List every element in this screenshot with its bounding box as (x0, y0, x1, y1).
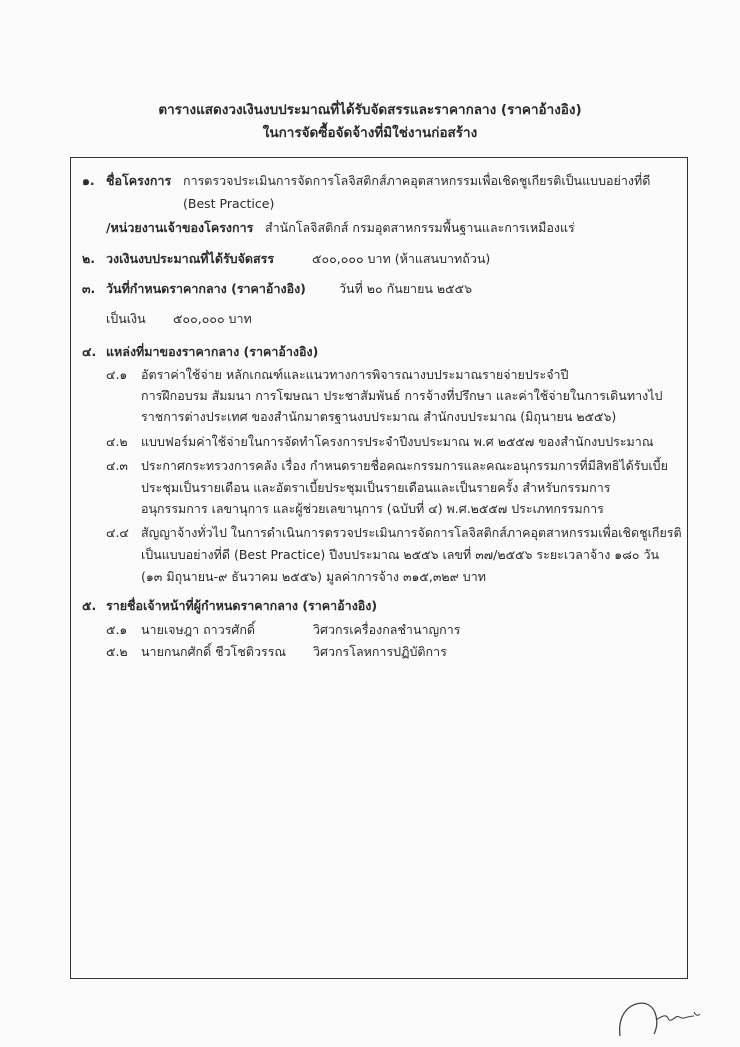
reference-amount-value: ๕๐๐,๐๐๐ บาท (173, 311, 252, 326)
source-item-line: อัตราค่าใช้จ่าย หลักเกณฑ์และแนวทางการพิจารณางบประมาณรายจ่ายประจำปี (141, 367, 569, 382)
section-3-number: ๓. (82, 281, 96, 296)
source-item-number: ๔.๑ (106, 367, 128, 382)
title-line-1: ตารางแสดงวงเงินงบประมาณที่ได้รับจัดสรรและราคากลาง (ราคาอ้างอิง) (158, 102, 582, 118)
section-4-number: ๔. (82, 344, 97, 359)
official-position: วิศวกรเครื่องกลชำนาญการ (313, 622, 461, 637)
reference-amount-label: เป็นเงิน (106, 311, 146, 326)
source-item-line: ประชุมเป็นรายเดือน และอัตราเบี้ยประชุมเป็นรายเดือนและเป็นรายครั้ง สำหรับกรรมการ (141, 480, 611, 495)
official-number: ๕.๑ (106, 622, 128, 637)
section-1-number: ๑. (82, 173, 95, 188)
signature-mark (606, 990, 726, 1040)
official-number: ๕.๒ (106, 644, 128, 659)
project-name-value: การตรวจประเมินการจัดการโลจิสติกส์ภาคอุตสาหกรรมเพื่อเชิดชูเกียรติเป็นแบบอย่างที่ดี (183, 173, 651, 188)
source-item-line: การฝึกอบรม สัมมนา การโฆษณา ประชาสัมพันธ์ การจ้างที่ปรึกษา และค่าใช้จ่ายในการเดินทางไป (141, 388, 663, 403)
section-2-number: ๒. (82, 251, 95, 266)
source-item-line: เป็นแบบอย่างที่ดี (Best Practice) ปีงบประมาณ ๒๕๕๖ เลขที่ ๓๗/๒๕๕๖ ระยะเวลาจ้าง ๑๘๐ วัน (141, 547, 660, 562)
title-line-2: ในการจัดซื้อจัดจ้างที่มิใช่งานก่อสร้าง (262, 125, 478, 141)
official-position: วิศวกรโลหการปฏิบัติการ (313, 644, 447, 659)
officials-label: รายชื่อเจ้าหน้าที่ผู้กำหนดราคากลาง (ราคาอ้างอิง) (106, 598, 378, 613)
source-item-line: สัญญาจ้างทั่วไป ในการดำเนินการตรวจประเมินการจัดการโลจิสติกส์ภาคอุตสาหกรรมเพื่อเชิดชูเกียรติ (141, 525, 682, 540)
official-name: นายกนกศักดิ์ ชีวโชติวรรณ (141, 644, 287, 659)
source-item-line: แบบฟอร์มค่าใช้จ่ายในการจัดทำโครงการประจำปีงบประมาณ พ.ศ ๒๕๕๗ ของสำนักงบประมาณ (141, 434, 654, 449)
owner-agency-value: สำนักโลจิสติกส์ กรมอุตสาหกรรมพื้นฐานและการเหมืองแร่ (265, 220, 575, 235)
source-item-number: ๔.๔ (106, 525, 129, 540)
official-name: นายเจษฎา ถาวรศักดิ์ (141, 622, 256, 637)
reference-source-label: แหล่งที่มาของราคากลาง (ราคาอ้างอิง) (106, 344, 319, 359)
reference-date-value: วันที่ ๒๐ กันยายน ๒๕๕๖ (339, 281, 473, 296)
project-name-value-cont: (Best Practice) (183, 196, 275, 211)
source-item-number: ๔.๒ (106, 434, 128, 449)
source-item-line: ประกาศกระทรวงการคลัง เรื่อง กำหนดรายชื่อคณะกรรมการและคณะอนุกรรมการที่มีสิทธิได้รับเบี้ย (141, 458, 668, 473)
section-5-number: ๕. (82, 598, 97, 613)
reference-date-label: วันที่กำหนดราคากลาง (ราคาอ้างอิง) (106, 281, 306, 296)
budget-amount: ๕๐๐,๐๐๐ บาท (ห้าแสนบาทถ้วน) (312, 251, 491, 266)
project-name-label: ชื่อโครงการ (106, 173, 172, 188)
source-item-number: ๔.๓ (106, 458, 128, 473)
source-item-line: (๑๓ มิถุนายน-๙ ธันวาคม ๒๕๕๖) มูลค่าการจ้าง ๓๑๕,๓๒๙ บาท (141, 569, 486, 584)
owner-agency-label: /หน่วยงานเจ้าของโครงการ (106, 220, 254, 235)
source-item-line: ราชการต่างประเทศ ของสำนักมาตรฐานงบประมาณ สำนักงบประมาณ (มิถุนายน ๒๕๕๖) (141, 409, 617, 424)
source-item-line: อนุกรรมการ เลขานุการ และผู้ช่วยเลขานุการ (ฉบับที่ ๔) พ.ศ.๒๕๕๗ ประเภทกรรมการ (141, 501, 604, 516)
budget-label: วงเงินงบประมาณที่ได้รับจัดสรร (106, 251, 275, 266)
